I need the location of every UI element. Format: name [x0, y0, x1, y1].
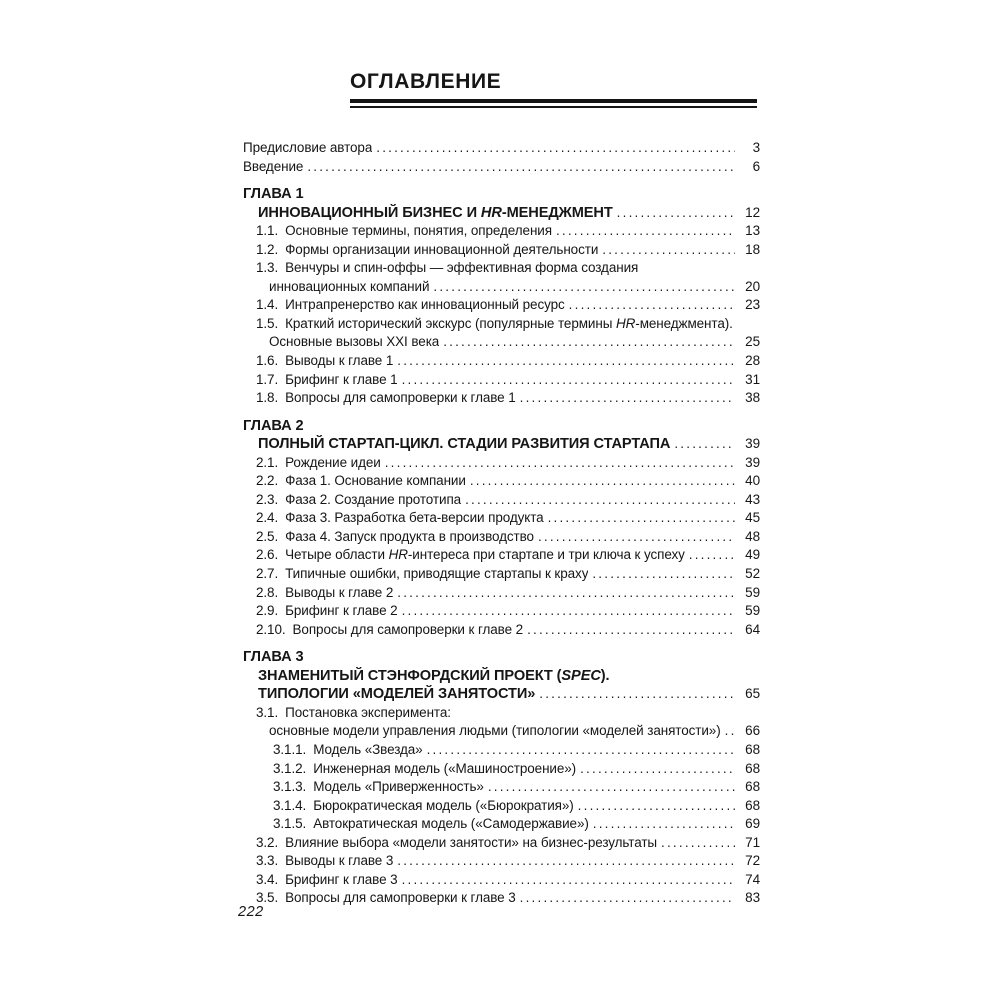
toc-entry-label: ГЛАВА 1 [243, 186, 304, 203]
toc-entry-number: 2.9. [256, 603, 279, 619]
dot-leader [520, 889, 735, 908]
toc-entry-label: Модель «Звезда» [313, 741, 423, 757]
toc-entry-page: 23 [745, 297, 760, 313]
toc-entry-number: 1.4. [256, 297, 279, 313]
toc-entry-number: 1.7. [256, 371, 279, 387]
toc-entry-label: Введение [243, 158, 304, 174]
toc-entry-label: Бюрократическая модель («Бюрократия») [313, 797, 574, 813]
toc-entry [243, 648, 760, 667]
toc-entry-page: 40 [745, 473, 760, 489]
toc-entry-number: 1.5. [256, 315, 279, 331]
toc-entry [243, 259, 760, 278]
dot-leader [488, 778, 735, 797]
toc-entry-page: 48 [745, 528, 760, 544]
toc-entry-page: 31 [745, 371, 760, 387]
toc-entry-page: 68 [745, 741, 760, 757]
toc-entry-number: 1.3. [256, 260, 279, 276]
toc-entry-page: 18 [745, 241, 760, 257]
toc-entry [243, 472, 760, 491]
toc-entry-number: 1.2. [256, 241, 279, 257]
dot-leader [556, 222, 735, 241]
toc-entry-page: 28 [745, 353, 760, 369]
toc-entry [243, 371, 760, 390]
toc-entry [243, 741, 760, 760]
toc-entry-number: 2.8. [256, 584, 279, 600]
toc-entry-number: 3.1.1. [273, 741, 307, 757]
toc-entry-page: 64 [745, 621, 760, 637]
toc-entry-label: ПОЛНЫЙ СТАРТАП-ЦИКЛ. СТАДИИ РАЗВИТИЯ СТАРТАПА [258, 436, 671, 453]
dot-leader [548, 509, 735, 528]
toc-entry [243, 722, 760, 741]
toc-entry-label: Интрапренерство как инновационный ресурс [285, 297, 565, 313]
toc-entry-page: 20 [745, 278, 760, 294]
toc-entry-label: ТИПОЛОГИИ «МОДЕЛЕЙ ЗАНЯТОСТИ» [258, 686, 536, 703]
toc-entry-page: 6 [752, 158, 760, 174]
toc-entry-page: 39 [745, 436, 760, 452]
toc-entry [243, 278, 760, 297]
toc-entry-page: 38 [745, 390, 760, 406]
toc-entry-label: Вопросы для самопроверки к главе 2 [292, 621, 524, 637]
toc-entry-label: Краткий исторический экскурс (популярные термины HR-менеджмента). [285, 315, 733, 331]
toc-entry-number: 2.7. [256, 566, 279, 582]
dot-leader [538, 528, 735, 547]
toc-entry-page: 13 [745, 223, 760, 239]
toc-entry [243, 584, 760, 603]
toc-entry [243, 509, 760, 528]
toc-entry-label: Вопросы для самопроверки к главе 3 [285, 890, 516, 906]
toc-entry-page: 12 [745, 204, 760, 220]
toc-entry-label: Постановка эксперимента: [285, 704, 451, 720]
toc-entry-number: 1.8. [256, 390, 279, 406]
dot-leader [402, 871, 735, 890]
toc-entry [243, 565, 760, 584]
toc-entry-page: 74 [745, 871, 760, 887]
dot-leader [578, 797, 735, 816]
dot-leader [397, 352, 735, 371]
toc-entry-number: 3.1.3. [273, 779, 307, 795]
page-folio-number: 222 [238, 904, 264, 920]
toc-entry-label: Брифинг к главе 1 [285, 371, 398, 387]
toc-entry-label: Выводы к главе 1 [285, 353, 394, 369]
title-double-rule [350, 99, 757, 108]
dot-leader [376, 139, 735, 158]
toc-entry-number: 2.4. [256, 510, 279, 526]
toc-entry [243, 852, 760, 871]
toc-entry-page: 3 [752, 140, 760, 155]
dot-leader [402, 371, 735, 390]
dot-leader [307, 158, 735, 177]
dot-leader [397, 584, 735, 603]
toc-entry-page: 25 [745, 334, 760, 350]
toc-entry-number: 2.3. [256, 491, 279, 507]
toc-entry-label: Фаза 3. Разработка бета-версии продукта [285, 510, 544, 526]
toc-entry [243, 546, 760, 565]
dot-leader [674, 435, 735, 454]
toc-entry-number: 1.1. [256, 223, 279, 239]
toc-entry-page: 39 [745, 454, 760, 470]
toc-entry-label: Предисловие автора [243, 140, 373, 155]
toc-entry-page: 71 [745, 834, 760, 850]
toc-entry-label: Влияние выбора «модели занятости» на бизнес-результаты [285, 834, 658, 850]
dot-leader [569, 296, 735, 315]
toc-entry-number: 2.1. [256, 454, 279, 470]
toc-entry-number: 3.4. [256, 871, 279, 887]
toc-entry-label: Фаза 4. Запуск продукта в производство [285, 528, 534, 544]
toc-entry [243, 158, 760, 177]
toc-entry [243, 528, 760, 547]
toc-entry [243, 871, 760, 890]
toc-entry-label: Модель «Приверженность» [313, 779, 484, 795]
dot-leader [402, 602, 735, 621]
dot-leader [427, 741, 735, 760]
toc-entry-page: 68 [745, 779, 760, 795]
toc-entry-page: 69 [745, 816, 760, 832]
dot-leader [592, 565, 735, 584]
toc-entry [243, 760, 760, 779]
toc-entry-label: Автократическая модель («Самодержавие») [313, 816, 589, 832]
toc-entry-label: Инженерная модель («Машиностроение») [313, 760, 577, 776]
dot-leader [689, 546, 735, 565]
toc-entry-number: 3.3. [256, 853, 279, 869]
toc-entry [243, 491, 760, 510]
toc-entry-number: 3.1.4. [273, 797, 307, 813]
toc-entry [243, 797, 760, 816]
toc-entry-label: Выводы к главе 3 [285, 853, 394, 869]
toc-entry-number: 2.5. [256, 528, 279, 544]
toc-entry-label: Четыре области HR-интереса при стартапе и три ключа к успеху [285, 547, 685, 563]
toc-entry-label: Типичные ошибки, приводящие стартапы к краху [285, 566, 589, 582]
toc-entry-label: основные модели управления людьми (типологии «моделей занятости») [269, 723, 721, 739]
toc-entry-label: ЗНАМЕНИТЫЙ СТЭНФОРДСКИЙ ПРОЕКТ (SPEC). [258, 667, 610, 684]
toc-entry [243, 352, 760, 371]
toc-entry-page: 52 [745, 566, 760, 582]
toc-entry-page: 59 [745, 584, 760, 600]
toc-entry-label: Фаза 2. Создание прототипа [285, 491, 462, 507]
toc-entry [243, 333, 760, 352]
toc-entry-number: 2.10. [256, 621, 286, 637]
toc-entry [243, 222, 760, 241]
toc-entry [243, 241, 760, 260]
dot-leader [397, 852, 735, 871]
toc-entry [243, 389, 760, 408]
toc-header [243, 70, 760, 108]
toc-entry [243, 621, 760, 640]
toc-entry-page: 68 [745, 797, 760, 813]
toc-entry-number: 2.6. [256, 547, 279, 563]
toc-entry-page: 49 [745, 547, 760, 563]
toc-entry-label: Фаза 1. Основание компании [285, 473, 466, 489]
toc-entry-page: 83 [745, 890, 760, 906]
toc-entry [243, 185, 760, 204]
dot-leader [617, 204, 735, 223]
toc-entry [243, 834, 760, 853]
toc-entry-page: 66 [745, 723, 760, 739]
toc-entry-page: 68 [745, 760, 760, 776]
toc-entry-label: инновационных компаний [269, 278, 430, 294]
toc-entry [243, 435, 760, 454]
toc-entry-label: Основные вызовы XXI века [269, 334, 440, 350]
toc-entries [243, 139, 760, 908]
toc-entry-page: 45 [745, 510, 760, 526]
toc-entry-number: 3.1. [256, 704, 279, 720]
toc-entry-label: Брифинг к главе 3 [285, 871, 398, 887]
toc-entry-label: ГЛАВА 3 [243, 649, 304, 666]
toc-entry [243, 417, 760, 436]
toc-entry-label: Формы организации инновационной деятельности [285, 241, 599, 257]
dot-leader [602, 241, 735, 260]
toc-entry [243, 602, 760, 621]
toc-entry [243, 139, 760, 158]
toc-entry-number: 3.2. [256, 834, 279, 850]
dot-leader [470, 472, 735, 491]
toc-entry-number: 3.5. [256, 890, 279, 906]
toc-entry [243, 667, 760, 686]
dot-leader [527, 621, 735, 640]
toc-entry-label: ГЛАВА 2 [243, 417, 304, 434]
toc-entry-label: Венчуры и спин-оффы — эффективная форма создания [285, 260, 639, 276]
dot-leader [443, 333, 735, 352]
toc-entry-label: Брифинг к главе 2 [285, 603, 398, 619]
toc-entry-number: 1.6. [256, 353, 279, 369]
toc-entry [243, 315, 760, 334]
dot-leader [580, 760, 735, 779]
dot-leader [539, 685, 735, 704]
toc-entry [243, 204, 760, 223]
toc-entry-page: 72 [745, 853, 760, 869]
toc-entry [243, 889, 760, 908]
dot-leader [593, 815, 735, 834]
dot-leader [725, 722, 735, 741]
toc-entry-number: 3.1.2. [273, 760, 307, 776]
toc-entry-page: 59 [745, 603, 760, 619]
toc-entry [243, 685, 760, 704]
toc-entry-label: Вопросы для самопроверки к главе 1 [285, 390, 516, 406]
dot-leader [433, 278, 735, 297]
toc-entry-label: Выводы к главе 2 [285, 584, 394, 600]
toc-entry-number: 2.2. [256, 473, 279, 489]
toc-entry-page: 65 [745, 686, 760, 702]
toc-entry [243, 778, 760, 797]
toc-entry [243, 704, 760, 723]
toc-entry [243, 296, 760, 315]
toc-entry-page: 43 [745, 491, 760, 507]
page-title: ОГЛАВЛЕНИЕ [350, 70, 502, 93]
toc-entry-label: Рождение идеи [285, 454, 381, 470]
dot-leader [520, 389, 735, 408]
toc-entry-label: Основные термины, понятия, определения [285, 223, 552, 239]
dot-leader [385, 454, 735, 473]
dot-leader [465, 491, 735, 510]
toc-entry [243, 454, 760, 473]
toc-entry-label: ИННОВАЦИОННЫЙ БИЗНЕС И HR-МЕНЕДЖМЕНТ [258, 204, 613, 221]
dot-leader [661, 834, 735, 853]
toc-entry [243, 815, 760, 834]
toc-entry-number: 3.1.5. [273, 816, 307, 832]
